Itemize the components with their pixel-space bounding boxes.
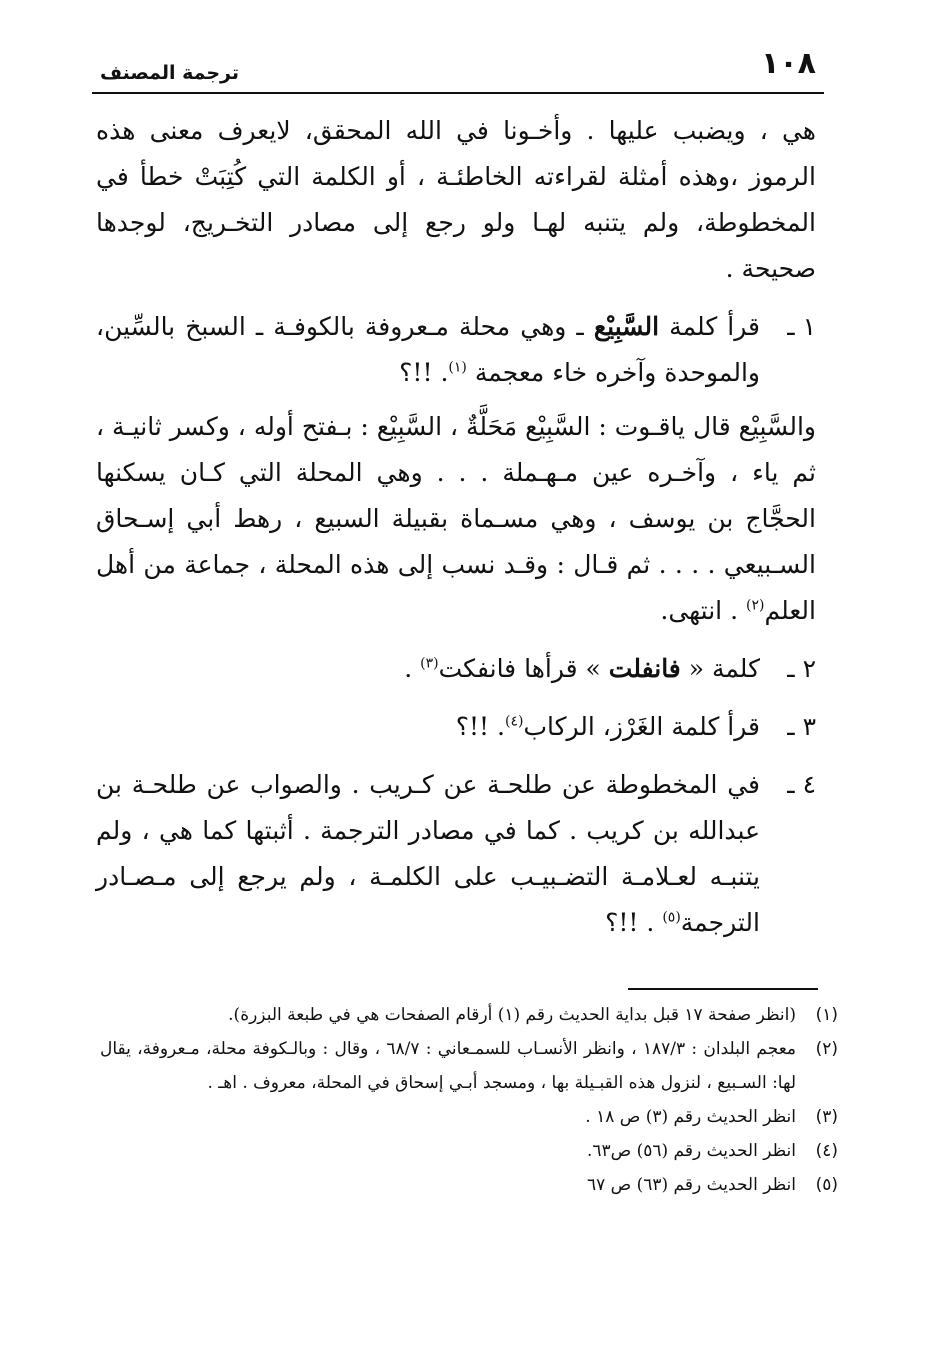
- footnote-5: [100, 1168, 838, 1202]
- list-item-2: [96, 646, 816, 692]
- item-number: ٣ ـ: [787, 712, 816, 741]
- footnote-number: (٢): [815, 1039, 838, 1059]
- footnote-text: معجم البلدان : ١٨٧/٣ ، وانظر الأنسـاب للسمـعاني : ٦٨/٧ ، وقال : وبالـكوفة محلة، مـعروفة، يقال لها: السـبيع ، لنزول هذه القبـيلة بها ، ومسجد أبـي إسحاق في المحلة، معروف . اهـ .: [100, 1039, 797, 1093]
- footnote-2: [100, 1032, 838, 1100]
- item-text: » قرأها فانفكت: [438, 654, 609, 683]
- footnote-number: (٤): [815, 1141, 838, 1161]
- footnote-4: [100, 1134, 838, 1168]
- item-text: قرأ كلمة: [659, 312, 760, 341]
- footnote-1: [100, 998, 838, 1032]
- footnote-text: (انظر صفحة ١٧ قبل بداية الحديث رقم (١) أرقام الصفحات هي في طبعة البزرة).: [228, 1005, 796, 1025]
- footnote-ref: (٣): [420, 655, 439, 672]
- footnote-3: [100, 1100, 838, 1134]
- page-header: [92, 38, 822, 94]
- item-number: ٢ ـ: [787, 654, 816, 683]
- footnote-ref: (٥): [662, 909, 681, 926]
- page-number: ١٠٨: [761, 46, 816, 81]
- item-term: السَّبِيْع: [593, 312, 660, 341]
- quote-paragraph: [96, 404, 816, 634]
- header-rule: [92, 92, 824, 94]
- running-title: ترجمة المصنف: [100, 62, 240, 84]
- footnote-ref: (١): [448, 359, 467, 376]
- item-term: فانفلت: [608, 654, 681, 683]
- footnote-ref: (٢): [745, 597, 765, 614]
- item-text: كلمة «: [680, 654, 760, 683]
- item-tail: . !!؟: [605, 908, 663, 937]
- quote-text: والسَّبِيْع قال ياقـوت : السَّبِيْع مَحَلَّةٌ ، السَّبِيْع : بـفتح أوله ، وكسر ثانيـة ، ثم ياء ، وآخـره عين مـهـملة . . . وهي المحلة التي كـان يسكنها الحجَّاج بن يوسف ، وهي مسـماة بقبيلة السبيع ، رهط أبي إسـحاق السـبيعي . . . . ثم قـال : وقـد نسب إلى هذه المحلة ، جماعة من أهل العلم: [96, 412, 816, 625]
- footnotes: [100, 998, 838, 1202]
- footnote-text: انظر الحديث رقم (٦٣) ص ٦٧: [586, 1175, 796, 1195]
- item-number: ١ ـ: [787, 312, 816, 341]
- list-item-1: [96, 304, 816, 396]
- quote-tail: . انتهى.: [660, 596, 746, 625]
- footnote-text: انظر الحديث رقم (٣) ص ١٨ .: [585, 1107, 796, 1127]
- footnote-number: (٥): [815, 1175, 838, 1195]
- item-text: قرأ كلمة الغَرْز، الركاب: [523, 712, 760, 741]
- intro-paragraph: هي ، ويضبب عليها . وأخـونا في الله المحقق، لايعرف معنى هذه الرموز ،وهذه أمثلة لقراءته الخاطئـة ، أو الكلمة التي كُتِبَتْ خطأ في المخطوطة، ولم يتنبه لهـا ولو رجع إلى مصادر التخـريج، لوجدها صحيحة .: [96, 116, 816, 283]
- footnote-number: (١): [815, 1005, 838, 1025]
- item-text: ـ وهي محلة مـعروفة بالكوفـة ـ السبخ بالسِّين، والموحدة وآخره خاء معجمة: [96, 312, 760, 387]
- list-item-3: [96, 704, 816, 750]
- list-item-4: [96, 762, 816, 946]
- item-tail: . !!؟: [399, 358, 449, 387]
- main-text: [96, 108, 816, 946]
- item-tail: .: [404, 654, 421, 683]
- item-text: في المخطوطة عن طلحـة عن كـريب . والصواب عن طلحـة بن عبدالله بن كريب . كما في مصادر الترجمة . أثبتها كما هي ، ولم يتنبـه لعـلامـة التضـبيـب على الكلمـة ، ولم يرجع إلى مـصـادر الترجمة: [96, 770, 760, 937]
- footnote-number: (٣): [815, 1107, 838, 1127]
- item-tail: . !!؟: [455, 712, 505, 741]
- item-number: ٤ ـ: [787, 770, 816, 799]
- footnote-ref: (٤): [504, 713, 524, 730]
- footnote-text: انظر الحديث رقم (٥٦) ص٦٣.: [586, 1141, 796, 1161]
- footnote-separator: [628, 988, 818, 990]
